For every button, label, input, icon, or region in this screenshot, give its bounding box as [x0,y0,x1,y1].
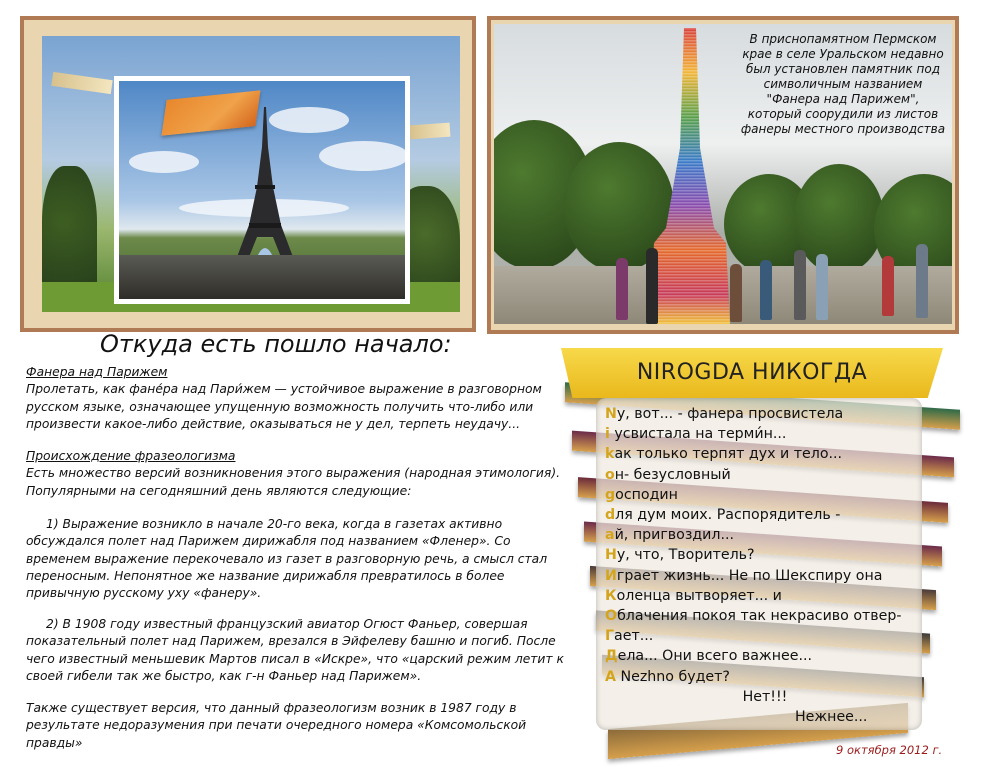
eiffel-collage-photo [42,36,460,312]
origin-intro: Есть множество версий возникновения этого выражения (народная этимология). Популярными на сегодняшний день являются следующие: [26,466,561,498]
eiffel-tower-photo [114,76,410,304]
poem-line: Гает... [605,628,654,645]
poem-line-nezhnee: Нежнее... [795,709,868,726]
version-2-text: 2) В 1908 году известный французский авиатор Огюст Фаньер, совершая показательный полет над Парижем, врезался в Эйфелеву башню и погиб. После чего известный меньшевик Мартов писал в «Искре», что «царский режим летит к своей гибели так же быстро, как г-н Фаньер над Парижем». [26,617,564,683]
page-heading: Откуда есть пошло начало: [100,330,452,358]
eiffel-photo-frame [20,16,476,332]
poem-line: kак только терпят дух и тело... [605,446,843,463]
plywood-monument-frame [487,16,959,334]
poem-line: gосподин [605,486,678,503]
poem-line: Ну, что, Творитель? [605,547,755,564]
origin-section [26,448,566,500]
eiffel-tower-icon [237,107,293,257]
section-title-phrase: Фанера над Парижем [26,365,168,379]
phrase-definition: Пролетать, как фане́ра над Пари́жем — устойчивое выражение в разговорном русском языке, означающее упущенную возможность получить что-либо или произвести какое-либо действие, оказываться не у дел, терпеть неудачу... [26,382,542,431]
poem-line: dля дум моих. Распорядитель - [605,507,841,524]
poem-line-net: Нет!!! [742,688,788,705]
poem-line: Nу, вот... - фанера просвистела [605,406,844,422]
date-stamp: 9 октября 2012 г. [836,743,943,757]
poem-line: А Nezhno будет? [605,668,730,685]
monument-caption: В приснопамятном Пермском крае в селе Уральском недавно был установлен памятник под символичным названием "Фанера над Парижем", который соорудили из листов фанеры местного производства [740,32,946,136]
version-1-text: 1) Выражение возникло в начале 20-го века, когда в газетах активно обсуждался полет над Парижем дирижабля под названием «Фленер». Со временем выражение перекочевало из газет в разговорную речь, а смысл стал переносным. Непонятное же название дирижабля превратилось в более привычную русскому уху «фанеру». [26,517,548,601]
poem-line: aй, пригвоздил... [605,527,734,544]
version-3-text: Также существует версия, что данный фразеологизм возник в 1987 году в результате недоразумения при печати очередного номера «Комсомольской правды» [26,701,527,750]
poem-line: Облачения покоя так некрасиво отвер- [605,608,902,625]
poem-line: i усвистала на терми́н... [605,426,787,443]
section-title-origin: Происхождение фразеологизма [26,449,236,463]
poem-title: NIROGDA НИКОГДА [636,360,868,385]
poem-line: он- безусловный [605,466,731,483]
poem-text [605,404,925,727]
poem-line: Играет жизнь... Не по Шекспиру она [605,567,883,584]
definition-section [26,364,566,433]
poem-line: Коленца вытворяет... и [605,587,782,604]
poem-line: Дела... Они всего важнее... [605,648,812,665]
